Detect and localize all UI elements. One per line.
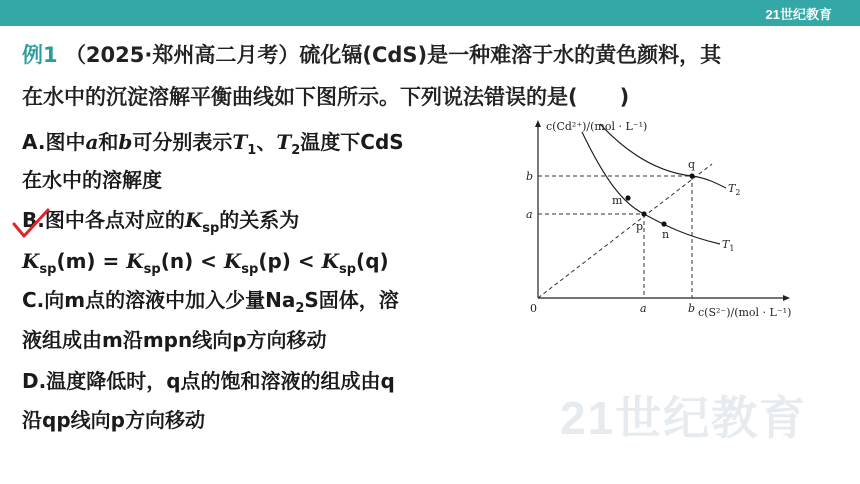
label-t2: $T_2$ (728, 182, 741, 197)
option-a-suffix: 温度下CdS (300, 130, 404, 154)
ksp-sub-4: sp (339, 262, 357, 277)
solubility-graph (516, 112, 806, 326)
ksp-k-1: K (22, 249, 40, 273)
option-a-text-2: 在水中的溶解度 (22, 168, 162, 192)
curve-t1 (582, 132, 720, 244)
label-p: p (636, 220, 644, 233)
option-a-t2: T (276, 130, 292, 154)
label-t1: $T_1$ (722, 238, 735, 253)
tick-x-b: b (688, 302, 696, 315)
curve-t2 (600, 124, 726, 188)
option-a-t2-sub: 2 (291, 143, 301, 158)
option-b-line-1 (22, 205, 299, 244)
option-a-line-1 (22, 127, 404, 166)
origin-label: 0 (530, 302, 537, 315)
question-text-2: 在水中的沉淀溶解平衡曲线如下图所示。下列说法错误的是( ) (22, 85, 630, 109)
option-a-t1-sub: 1 (247, 143, 257, 158)
option-a-t1: T (232, 130, 248, 154)
tick-y-b: b (526, 170, 534, 183)
option-d-line-1 (22, 366, 395, 396)
question-line-2 (22, 82, 629, 112)
option-c-text-1b: S固体，溶 (304, 288, 399, 312)
watermark-logo: 21世纪教育 (560, 392, 808, 444)
option-a-and: 和 (98, 130, 119, 154)
option-c-text-1a: C.向m点的溶液中加入少量Na (22, 288, 296, 312)
tick-x-a: a (640, 302, 647, 315)
question-text-1: （2025·郑州高二月考）硫化镉(CdS)是一种难溶于水的黄色颜料，其 (64, 43, 722, 67)
option-b-prefix: B.图中各点对应的 (22, 208, 185, 232)
diagonal-line (538, 164, 712, 298)
question-line-1 (22, 40, 721, 70)
ksp-p: (p) < (258, 249, 322, 273)
question-label: 例1 (22, 43, 58, 67)
label-n: n (662, 228, 670, 241)
option-b-line-2 (22, 246, 389, 285)
option-c-line-2 (22, 325, 327, 355)
option-c-line-1 (22, 285, 399, 324)
x-axis-label: c(S²⁻)/(mol · L⁻¹) (698, 306, 792, 319)
option-c-text-2: 液组成由m沿mpn线向p方向移动 (22, 328, 327, 352)
option-b-sp: sp (202, 221, 220, 236)
point-m (625, 195, 630, 200)
point-p (641, 211, 646, 216)
option-a-prefix: A.图中 (22, 130, 86, 154)
option-a-sep: 、 (256, 130, 277, 154)
y-axis-label: c(Cd²⁺)/(mol · L⁻¹) (546, 120, 648, 133)
ksp-q: (q) (356, 249, 389, 273)
option-a-var-b: b (118, 130, 133, 154)
option-d-line-2 (22, 405, 205, 435)
label-m: m (612, 194, 623, 207)
ksp-n: (n) < (160, 249, 224, 273)
ksp-k-4: K (321, 249, 339, 273)
x-axis-arrow (783, 295, 790, 301)
header-bar (0, 0, 860, 26)
option-d-text-2: 沿qp线向p方向移动 (22, 408, 205, 432)
ksp-sub-3: sp (241, 262, 259, 277)
option-a-mid: 可分别表示 (132, 130, 233, 154)
check-mark-icon (10, 206, 52, 242)
ksp-k-3: K (223, 249, 242, 273)
ksp-sub-2: sp (143, 262, 161, 277)
ksp-k-2: K (126, 249, 144, 273)
option-c-sub: 2 (295, 301, 305, 316)
option-d-text-1: D.温度降低时，q点的饱和溶液的组成由q (22, 369, 395, 393)
point-q (689, 173, 694, 178)
tick-y-a: a (526, 208, 533, 221)
option-b-suffix: 的关系为 (219, 208, 300, 232)
point-n (661, 221, 666, 226)
option-a-var-a: a (85, 130, 99, 154)
option-a-line-2 (22, 165, 162, 195)
brand-logo: 21世纪教育 (765, 7, 832, 22)
ksp-m: (m) = (56, 249, 127, 273)
ksp-sub-1: sp (39, 262, 57, 277)
y-axis-arrow (535, 120, 541, 127)
option-b-k: K (184, 208, 203, 232)
label-q: q (688, 158, 696, 171)
